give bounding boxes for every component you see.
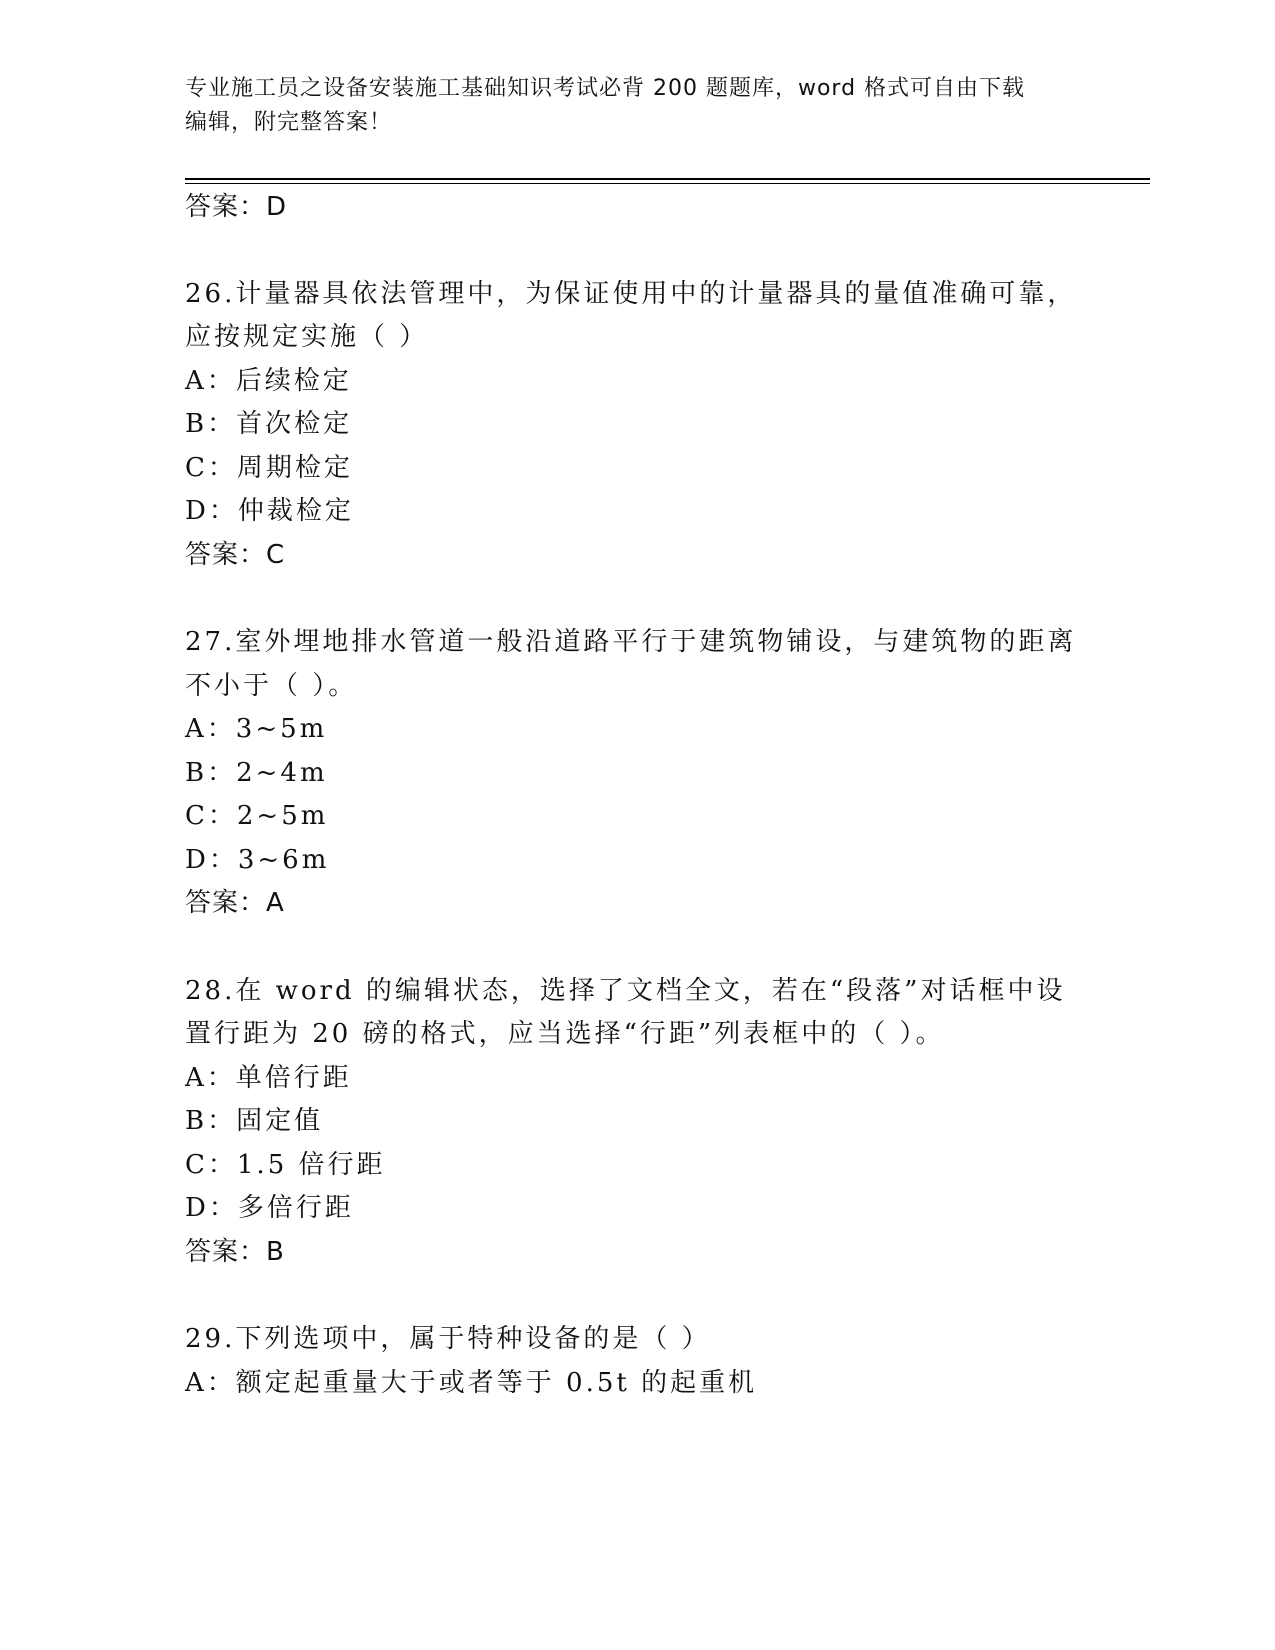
question-26-stem-line-2: 应按规定实施（ ） <box>185 322 429 352</box>
question-26-option-c: C：周期检定 <box>185 453 353 483</box>
prev-answer: 答案：D <box>185 192 288 222</box>
question-29-option-a: A：额定起重量大于或者等于 0.5t 的起重机 <box>185 1368 758 1398</box>
question-29-stem-line-1: 29.下列选项中，属于特种设备的是（ ） <box>185 1324 711 1354</box>
question-27-stem-line-1: 27.室外埋地排水管道一般沿道路平行于建筑物铺设，与建筑物的距离 <box>185 627 1077 657</box>
header-divider-thick <box>185 178 1150 180</box>
question-28-answer: 答案：B <box>185 1237 285 1267</box>
question-26-answer: 答案：C <box>185 540 286 570</box>
question-28-stem-line-2: 置行距为 20 磅的格式，应当选择“行距”列表框中的（ ）。 <box>185 1019 945 1049</box>
question-27-option-b: B：2~4m <box>185 758 328 788</box>
question-26-stem-line-1: 26.计量器具依法管理中，为保证使用中的计量器具的量值准确可靠， <box>185 279 1077 309</box>
question-28-stem-line-1: 28.在 word 的编辑状态，选择了文档全文，若在“段落”对话框中设 <box>185 976 1066 1006</box>
question-27-option-a: A：3~5m <box>185 714 328 744</box>
header-line-1: 专业施工员之设备安装施工基础知识考试必背 200 题题库，word 格式可自由下载 <box>185 76 1026 101</box>
question-26-option-a: A：后续检定 <box>185 366 352 396</box>
question-28-option-c: C：1.5 倍行距 <box>185 1150 386 1180</box>
document-header <box>185 72 1065 140</box>
header-line-2: 编辑，附完整答案！ <box>185 110 393 135</box>
header-divider-thin <box>185 183 1150 184</box>
question-26-option-b: B：首次检定 <box>185 409 353 439</box>
question-27-answer: 答案：A <box>185 888 285 918</box>
question-27-option-d: D：3~6m <box>185 845 330 875</box>
question-27-option-c: C：2~5m <box>185 801 329 831</box>
question-26-option-d: D：仲裁检定 <box>185 496 354 526</box>
question-28-option-a: A：单倍行距 <box>185 1063 352 1093</box>
question-27-stem-line-2: 不小于（ ）。 <box>185 671 358 701</box>
question-28-option-d: D：多倍行距 <box>185 1193 354 1223</box>
question-28-option-b: B：固定值 <box>185 1106 324 1136</box>
